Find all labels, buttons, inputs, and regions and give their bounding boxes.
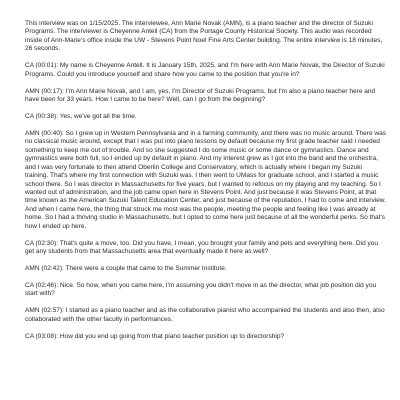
transcript-entry: CA (02:30): That's quite a move, too. Did you have, I mean, you brought your family and pets and everything here. Did you get any students from that Massachusetts area that eventually made it here as well? bbox=[25, 239, 379, 256]
transcript-entry: AMN (02:42): There were a couple that came to the Summer Institute. bbox=[25, 265, 227, 273]
transcript-entry: CA (02:46): Nice. So how, when you came here, I'm assuming you didn't move in as the director, what job position did you start with? bbox=[25, 281, 377, 298]
transcript-entry: AMN (02:57): I started as a piano teacher and as the collaborative pianist who accompanied the students and also then, also collaborated with the other faculty in performances. bbox=[25, 307, 385, 323]
transcript-entry: CA (00:01): My name is Cheyenne Antell. It is January 15th, 2025, and I'm here with Ann Marie Novak, the Director of Suzuki Programs. Could you introduce yourself and share how you came to the position that you're in? bbox=[25, 62, 385, 78]
transcript-entry: CA (00:38): Yes, we've got all the time. bbox=[25, 112, 137, 120]
transcript-entry: AMN (00:40): So I grew up in Western Pennsylvania and in a farming community, and there was no music around. There was no classical music around, except that I was put into piano lessons by default because my first grade teacher said I needed something to keep me out of trouble. And so she suggested I do some music or some dance or gymnastics. Dance and gymnastics were both full, so I ended up by default in piano. And my interest grew as I got into the band and the orchestra, and I was very fortunate to then attend Oberlin College and Conservatory, which is actually where I began my Suzuki training. That's where my first connection with Suzuki was. I then went to UMass for graduate school, and I started a music school there. So I was director in Massachusetts for five years, but I wanted to refocus on my playing and my teaching. So I wanted out of administration, and the job came open here in Stevens Point. And just because it was Stevens Point, at that time known as the American Suzuki Talent Education Center, and just because of the reputation, I had to come and interview. And when I came here, the thing that struck me most was the people, meeting the people and feeling like I was already at home. So I had a thriving studio in Massachusetts, but I opted to come here just because of all the wonderful perks. So that's how I ended up here. bbox=[25, 129, 387, 230]
transcript-entry: CA (03:08): How did you end up going from that piano teacher position up to directorship? bbox=[25, 332, 285, 340]
transcript-entry: AMN (00:17): I'm Ann Marie Novak, and I am, yes, I'm Director of Suzuki Programs, but I'm also a piano teacher here and have been for 33 years. How I came to be here? Well, can I go from the beginning? bbox=[25, 87, 376, 104]
transcript-intro: This interview was on 1/15/2025. The interviewee, Ann Marie Novak (AMN), is a piano teacher and the director of Suzuki Programs. The interviewer is Cheyenne Antell (CA) from the Portage County Historical Society. This audio was recorded inside of Ann-Marie's office inside the UW - Stevens Point Noel Fine Arts Center building. The entire interview is 18 minutes, 26 seconds. bbox=[25, 20, 383, 53]
